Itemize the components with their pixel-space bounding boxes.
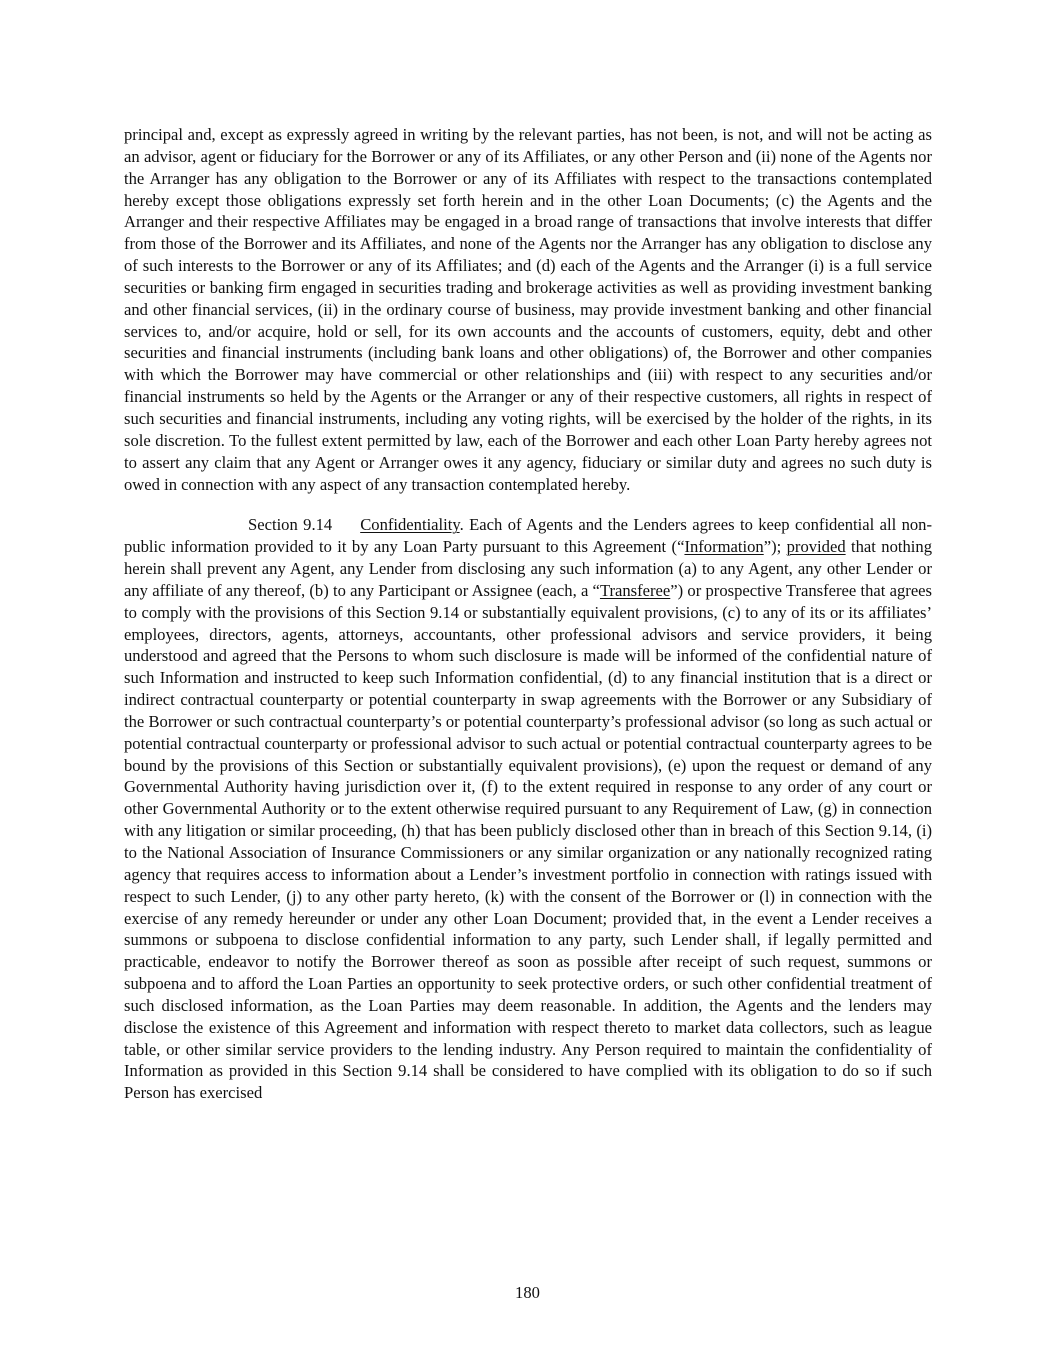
- section-text-part-2: ”);: [763, 537, 787, 557]
- section-title-punct: .: [459, 515, 464, 535]
- page-number: 180: [515, 1283, 540, 1302]
- paragraph-continuation: principal and, except as expressly agreed in writing by the relevant parties, has not been, is not, and will not be acting as an advisor, agent or fiduciary for the Borrower or any of its Affiliates, or any other Person and (ii) none of the Agents nor the Arranger has any obligation to the Borrower or any of its Affiliates with respect to the transactions contemplated hereby except those obligations expressly set forth herein and in the other Loan Documents; (c) the Agents and the Arranger and their respective Affiliates may be engaged in a broad range of transactions that involve interests that differ from those of the Borrower and its Affiliates, and none of the Agents nor the Arranger has any obligation to disclose any of such interests to the Borrower or any of its Affiliates; and (d) each of the Agents and the Arranger (i) is a full service securities or banking firm engaged in securities trading and brokerage activities as well as providing investment banking and other financial services, (ii) in the ordinary course of business, may provide investment banking and other financial services to, and/or acquire, hold or sell, for its own accounts and the accounts of customers, equity, debt and other securities and financial instruments (including bank loans and other obligations) of, the Borrower and other companies with which the Borrower may have commercial or other relationships and (iii) with respect to any securities and/or financial instruments so held by the Agents or the Arranger or any of their respective customers, all rights in respect of such securities and financial instruments, including any voting rights, will be exercised by the holder of the rights, in its sole discretion. To the fullest extent permitted by law, each of the Borrower and each other Loan Party hereby agrees not to assert any claim that any Agent or Arranger owes it any agency, fiduciary or similar duty and agrees no such duty is owed in connection with any aspect of any transaction contemplated hereby.: [124, 125, 932, 494]
- section-text-part-4: ”) or prospective Transferee that agrees to comply with the provisions of this Section 9.14 or substantially equivalent provisions, (c) to any of its or its affiliates’ employees, directors, agents, attorneys, accountants, other professional advisors and service providers, it being understood and agreed that the Persons to whom such disclosure is made will be informed of the confidential nature of such Information and instructed to keep such Information confidential, (d) to any financial institution that is a direct or indirect contractual counterparty or potential counterparty in swap agreements with the Borrower or any Subsidiary of the Borrower or such contractual counterparty’s or potential counterparty’s professional advisor (so long as such actual or potential contractual counterparty or professional advisor to such actual or potential contractual counterparty agrees to be bound by the provisions of this Section or substantially equivalent provisions), (e) upon the request or demand of any Governmental Authority having jurisdiction over it, (f) to the extent required in response to any order of any court or other Governmental Authority or to the extent otherwise required pursuant to any Requirement of Law, (g) in connection with any litigation or similar proceeding, (h) that has been publicly disclosed other than in breach of this Section 9.14, (i) to the National Association of Insurance Commissioners or any similar organization or any nationally recognized rating agency that requires access to information about a Lender’s investment portfolio in connection with ratings issued with respect to such Lender, (j) to any other party hereto, (k) with the consent of the Borrower or (l) in connection with the exercise of any remedy hereunder or under any other Loan Document; provided that, in the event a Lender receives a summons or subpoena to disclose confidential information to any party, such Lender shall, if legally permitted and practicable, endeavor to notify the Borrower thereof as soon as possible after receipt of such request, summons or subpoena and to afford the Loan Parties an opportunity to seek protective orders, or such other confidential treatment of such disclosed information, as the Loan Parties may deem reasonable. In addition, the Agents and the lenders may disclose the existence of this Agreement and information with respect thereto to market data collectors, such as league table, or other similar service providers to the lending industry. Any Person required to maintain the confidentiality of Information as provided in this Section 9.14 shall be considered to have complied with its obligation to do so if such Person has exercised: [124, 580, 933, 1103]
- document-body: [124, 124, 932, 1104]
- section-text-part-1: Each of Agents and the Lenders agrees to keep confidential all non-public information provided to it by any Loan Party pursuant to this Agreement (“: [124, 515, 932, 557]
- defined-term-transferee: Transferee: [599, 580, 671, 600]
- defined-term-information: Information: [684, 537, 764, 557]
- section-title: Confidentiality: [360, 515, 460, 535]
- section-number: Section 9.14: [248, 515, 333, 535]
- section-text-part-3: that nothing herein shall prevent any Agent, any Lender from disclosing any such information (a) to any Agent, any other Lender or any affiliate of any thereof, (b) to any Participant or Assignee (each, a “: [124, 537, 932, 600]
- defined-term-provided: provided: [786, 537, 846, 557]
- section-9-14-paragraph: [124, 514, 932, 1104]
